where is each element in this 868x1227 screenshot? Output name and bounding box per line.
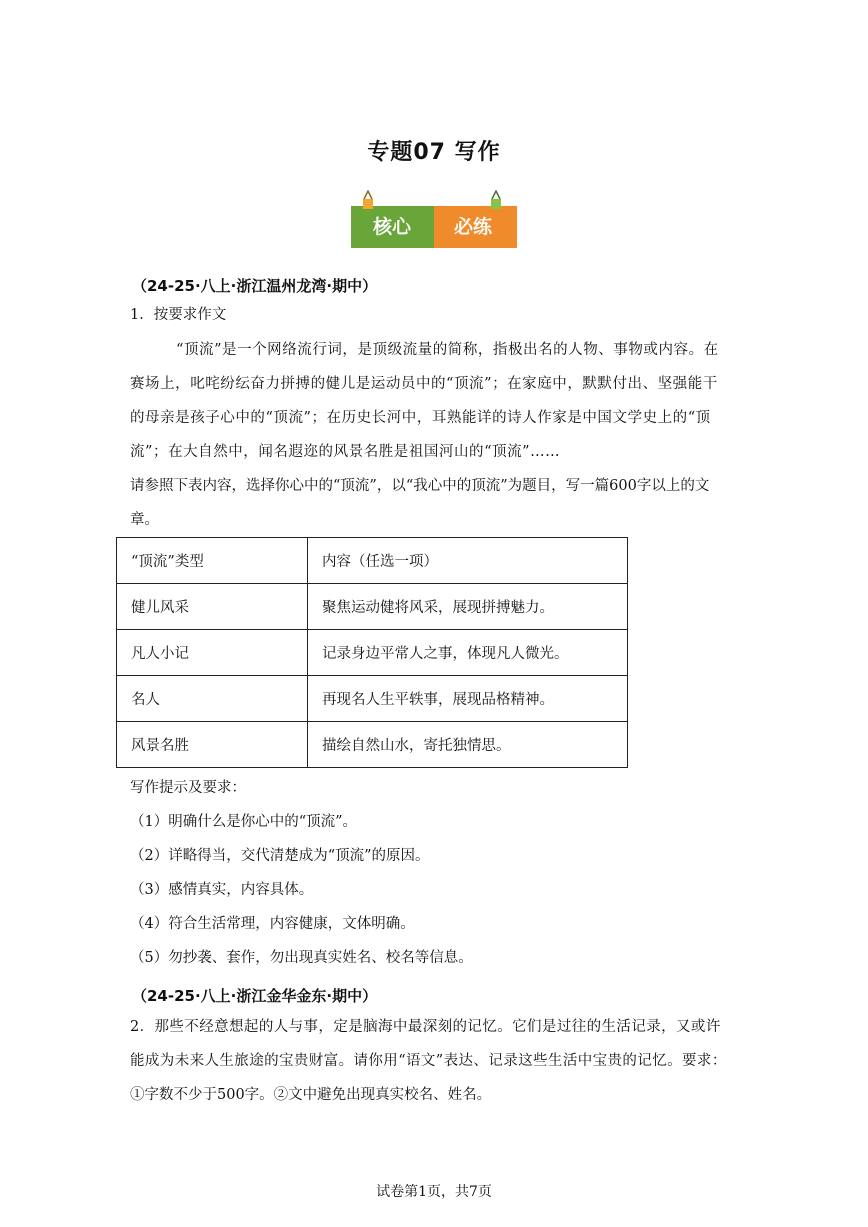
table-row <box>117 722 628 768</box>
banner-right-label: 必练 <box>454 216 493 238</box>
q1-source: （24-25·八上·浙江温州龙湾·期中） <box>132 277 378 295</box>
core-practice-banner <box>351 188 517 250</box>
q1-tip-item: （3）感情真实，内容具体。 <box>130 882 314 898</box>
q1-tip-item: （4）符合生活常理，内容健康，文体明确。 <box>130 916 415 932</box>
q2-line: 能成为未来人生旅途的宝贵财富。请你用“语文”表达、记录这些生活中宝贵的记忆。要求： <box>130 1053 727 1069</box>
table-row <box>117 584 628 630</box>
q1-tip-item: （2）详略得当，交代清楚成为“顶流”的原因。 <box>130 848 430 864</box>
binder-clip-icon <box>487 190 505 210</box>
table-row <box>117 676 628 722</box>
table-cell-content: 聚焦运动健将风采，展现拼搏魅力。 <box>308 584 628 630</box>
q1-para-line: 流”；在大自然中，闻名遐迩的风景名胜是祖国河山的“顶流”…… <box>130 444 561 460</box>
table-cell-content: 再现名人生平轶事，展现品格精神。 <box>308 676 628 722</box>
table-cell-type: 风景名胜 <box>117 722 308 768</box>
q2-line: ①字数不少于500字。②文中避免出现真实校名、姓名。 <box>130 1087 492 1103</box>
page-footer: 试卷第1页，共7页 <box>376 1184 492 1200</box>
q1-para-line: “顶流”是一个网络流行词，是顶级流量的简称，指极出名的人物、事物或内容。在 <box>176 342 719 358</box>
binder-clip-icon <box>359 190 377 210</box>
table-header-row <box>117 538 628 584</box>
q2-source: （24-25·八上·浙江金华金东·期中） <box>132 987 378 1005</box>
table-cell-type: 健儿风采 <box>117 584 308 630</box>
q1-instruction-line: 章。 <box>130 512 159 528</box>
q2-line: 2．那些不经意想起的人与事，定是脑海中最深刻的记忆。它们是过往的生活记录，又或许 <box>130 1019 721 1035</box>
table-header-cell: 内容（任选一项） <box>308 538 628 584</box>
table-cell-content: 描绘自然山水，寄托独情思。 <box>308 722 628 768</box>
page-title: 专题07 写作 <box>367 140 501 165</box>
table-row <box>117 630 628 676</box>
q1-instruction-line: 请参照下表内容，选择你心中的“顶流”，以“我心中的顶流”为题目，写一篇600字以上的文 <box>130 478 710 494</box>
q1-para-line: 的母亲是孩子心中的“顶流”；在历史长河中，耳熟能详的诗人作家是中国文学史上的“顶 <box>130 410 711 426</box>
table-cell-type: 名人 <box>117 676 308 722</box>
q1-tips-heading: 写作提示及要求： <box>130 780 246 796</box>
q1-tip-item: （1）明确什么是你心中的“顶流”。 <box>130 814 358 830</box>
q1-heading: 1．按要求作文 <box>130 307 227 323</box>
q1-para-line: 赛场上，叱咤纷纭奋力拼搏的健儿是运动员中的“顶流”；在家庭中，默默付出、坚强能干 <box>130 376 718 392</box>
table-cell-content: 记录身边平常人之事，体现凡人微光。 <box>308 630 628 676</box>
table-header-cell: “顶流”类型 <box>117 538 308 584</box>
table-cell-type: 凡人小记 <box>117 630 308 676</box>
topliu-type-table <box>116 537 628 768</box>
q1-tip-item: （5）勿抄袭、套作，勿出现真实姓名、校名等信息。 <box>130 950 473 966</box>
banner-left-label: 核心 <box>373 216 412 238</box>
